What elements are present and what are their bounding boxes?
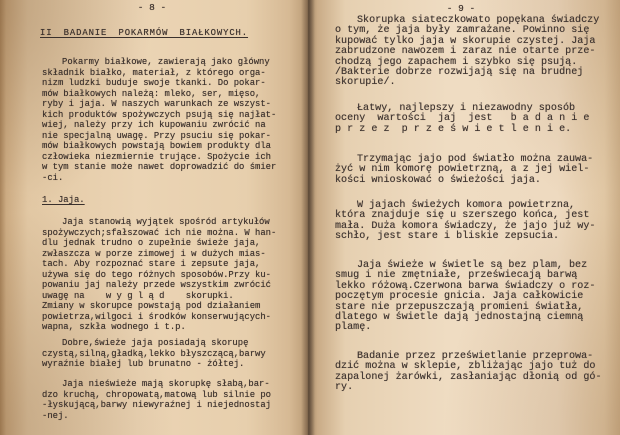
text-line: Skorupka siateczkowato popękana świadczy — [357, 15, 600, 26]
text-line: kupować tylko jaja w skorupie czystej. Jaja — [335, 35, 596, 47]
text-line: -ci. — [42, 172, 64, 183]
text-line: mała. Duża komora świadczy, że jajo już wy- — [335, 220, 596, 232]
text-line: plamę. — [335, 322, 372, 334]
text-line: lekko różową.Czerwona barwa świadczy o roz- — [335, 280, 596, 292]
text-line: dzo kruchą, chropowatą,matową lub silnie po — [42, 389, 272, 400]
text-line: p r z e z p r z e ś w i e t l e n i e. — [335, 123, 572, 135]
text-line: /Bakterie dobrze rozwijają się na brudnej — [335, 67, 584, 79]
text-line: żyć w nim komorę powietrzną, a z jej wiel- — [335, 164, 590, 176]
text-line: schło, jest stare i bliskie zepsucia. — [335, 231, 560, 243]
text-line: skorupie/. — [335, 77, 396, 89]
text-line: W jajach świeżych komora powietrzna, — [357, 200, 576, 211]
text-line: ry. — [335, 382, 354, 394]
text-line: składnik białko, materiał, z którego orga- — [42, 67, 266, 78]
text-line: nizm ludzki buduje swoje tkanki. Do pokar- — [42, 78, 266, 88]
text-line: mów białkowych powstają bowiem produkty dla — [42, 141, 272, 151]
text-line: nie specjalną uwagę. Przy psuciu się pokar- — [42, 130, 272, 141]
text-line: używa się do tego różnych sposobów.Przy ku- — [42, 269, 272, 280]
text-line: Zmiany w skorupce powstają pod działaniem — [42, 301, 261, 311]
text-line: Łatwy, najlepszy i niezawodny sposób — [357, 103, 576, 114]
text-line: Dobre,świeże jaja posiadają skorupę — [62, 338, 249, 348]
section-heading: II BADANIE POKARMÓW BIAŁKOWYCH. — [40, 28, 249, 38]
text-line: o tym, że jaja były zamrażane. Powinno się — [335, 25, 590, 37]
text-line: poczętym procesie gnicia. Jaja całkowicie — [335, 291, 584, 303]
text-line: Jaja nieświeże mają skorupkę słabą,bar- — [62, 379, 270, 389]
subsection-heading: 1. Jaja. — [42, 195, 85, 205]
page-right — [308, 0, 620, 435]
text-line: Trzymając jajo pod światło można zauwa- — [357, 154, 594, 165]
light-test-paragraph — [335, 261, 595, 334]
text-line: kich produktów spożywczych psują się najłat- — [42, 109, 277, 120]
text-line: wiej, należy przy ich kupowaniu zwrócić na — [42, 120, 266, 130]
text-line: zapalonej żarówki, zasłaniając dłonią od gó- — [335, 371, 602, 383]
text-line: -nej. — [42, 410, 69, 421]
text-line: dlu jednak trudno o zupełnie świeże jaja, — [42, 238, 261, 248]
text-line: dzić można w sklepie, zbliżając jajo tuż do — [335, 361, 596, 373]
text-line: oceny wartości jaj jest b a d a n i e — [335, 113, 590, 125]
text-line: dlatego w świetle dają jednostajną ciemną — [335, 312, 584, 324]
text-line: powietrza,wilgoci i środków konserwujących- — [42, 311, 272, 322]
text-line: człowieka niezmiernie trujące. Spożycie ich — [42, 151, 272, 162]
text-line: wapna, szkła wodnego i t.p. — [42, 322, 186, 332]
intro-paragraph — [42, 57, 276, 183]
air-chamber-paragraph — [335, 155, 593, 186]
shell-paragraph — [335, 16, 599, 89]
page-left — [0, 0, 308, 435]
page-number: - 9 - — [446, 3, 476, 14]
text-line: -łyskującą,barwy niewyraźnej i niejednostaj — [42, 400, 272, 410]
text-line: stare nie przepuszczają promieni światła, — [335, 301, 584, 313]
text-line: ryby i jaja. W naszych warunkach ze wszyst- — [42, 99, 272, 109]
text-line: chodzą jego zapachem i szybko się psują. — [335, 56, 578, 68]
text-line: powaniu jaj należy przede wszystkim zwrócić — [42, 280, 272, 290]
eggs-paragraph — [42, 217, 276, 333]
text-line: tach. Aby rozpoznać stare i zepsute jaja, — [42, 259, 261, 269]
text-line: Pokarmy białkowe, zawierają jako główny — [62, 57, 270, 67]
stale-eggs-paragraph — [42, 379, 271, 421]
text-line: która znajduje się u szerszego końca, jest — [335, 210, 590, 222]
book-gutter — [301, 0, 315, 435]
text-line: zwłaszcza w porze zimowej i w dużych mias- — [42, 248, 266, 259]
text-line: Jaja stanowią wyjątek spośród artykułów — [62, 217, 270, 227]
text-line: smug i nie zmętniałe, przeświecają barwą — [335, 270, 578, 282]
text-line: uwagę na w y g l ą d skorupki. — [42, 290, 234, 301]
text-line: w tym stanie może nawet doprowadzić do śmier — [42, 162, 277, 172]
text-line: Badanie przez prześwietlanie przeprowa- — [357, 351, 594, 362]
fresh-chamber-paragraph — [335, 201, 595, 243]
shop-test-paragraph — [335, 352, 602, 394]
page-number: - 8 - — [137, 2, 167, 13]
text-line: spożywczych;sfałszować ich nie można. W han- — [42, 227, 277, 238]
text-line: zabrudzone nawozem i zaraz nie otarte prze- — [335, 46, 596, 58]
candling-method-paragraph — [335, 104, 589, 135]
text-line: wyraźnie białej lub brunatno - żółtej. — [42, 359, 245, 369]
text-line: Jaja świeże w świetle są bez plam, bez — [357, 260, 588, 271]
text-line: czystą,silną,gładką,lekko błyszczącą,barwy — [42, 348, 266, 359]
fresh-eggs-paragraph — [42, 338, 266, 370]
text-line: kości wnioskować o świeżości jaja. — [335, 174, 541, 186]
text-line: mów białkowych należą: mleko, ser, mięso, — [42, 88, 261, 99]
